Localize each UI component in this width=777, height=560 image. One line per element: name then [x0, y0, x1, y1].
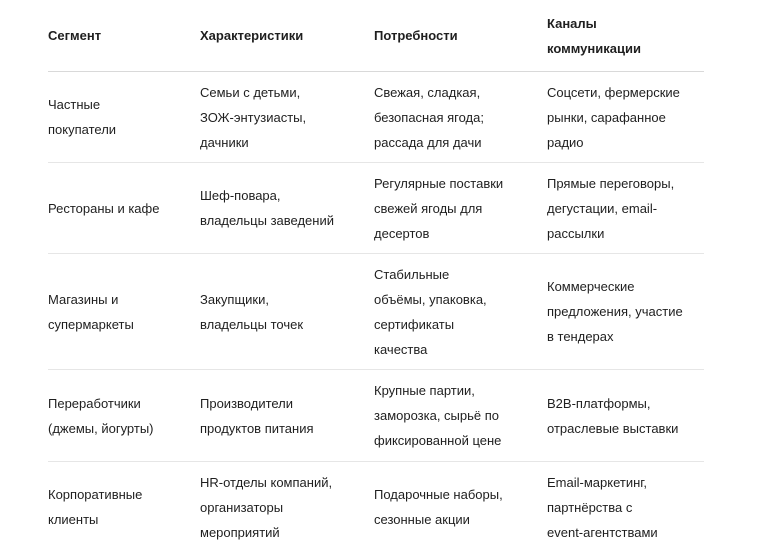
- cell-characteristics: Шеф-повара, владельцы заведений: [200, 163, 374, 254]
- cell-needs: Крупные партии, заморозка, сырьё по фиксированной цене: [374, 370, 547, 462]
- cell-needs: Подарочные наборы, сезонные акции: [374, 487, 503, 527]
- segments-table-container: [48, 0, 704, 552]
- cell-characteristics: Закупщики, владельцы точек: [200, 254, 374, 370]
- cell-characteristics: Семьи с детьми, ЗОЖ-энтузиасты, дачники: [200, 72, 374, 163]
- cell-characteristics: Производители продуктов питания: [200, 370, 374, 462]
- cell-needs: Стабильные объёмы, упаковка, сертификаты качества: [374, 254, 547, 370]
- header-segment: Сегмент: [48, 0, 200, 72]
- cell-needs: Регулярные поставки свежей ягоды для десертов: [374, 163, 547, 254]
- cell-needs: Свежая, сладкая, безопасная ягода; рассада для дачи: [374, 72, 547, 163]
- table-row: [48, 462, 704, 553]
- cell-characteristics: HR-отделы компаний, организаторы мероприятий: [200, 474, 333, 540]
- table-row: [48, 370, 704, 462]
- cell-segment: Магазины и супермаркеты: [48, 254, 200, 370]
- table-row: [48, 163, 704, 254]
- cell-segment: Корпоративные клиенты: [48, 487, 143, 527]
- table-header-row: [48, 0, 704, 72]
- cell-channels: Прямые переговоры, дегустации, email-рассылки: [547, 163, 704, 254]
- header-characteristics: Характеристики: [200, 0, 374, 72]
- table-row: [48, 72, 704, 163]
- cell-channels: Соцсети, фермерские рынки, сарафанное радио: [547, 72, 704, 163]
- cell-segment: Частные покупатели: [48, 72, 200, 163]
- header-channels: Каналы коммуникации: [547, 0, 704, 72]
- cell-segment: Переработчики (джемы, йогурты): [48, 370, 200, 462]
- cell-channels: Email-маркетинг, партнёрства с event-агентствами: [547, 474, 658, 540]
- cell-segment: Рестораны и кафе: [48, 163, 200, 254]
- segments-table: [48, 0, 704, 552]
- header-needs: Потребности: [374, 0, 547, 72]
- cell-channels: B2B-платформы, отраслевые выставки: [547, 370, 704, 462]
- cell-channels: Коммерческие предложения, участие в тендерах: [547, 254, 704, 370]
- table-row: [48, 254, 704, 370]
